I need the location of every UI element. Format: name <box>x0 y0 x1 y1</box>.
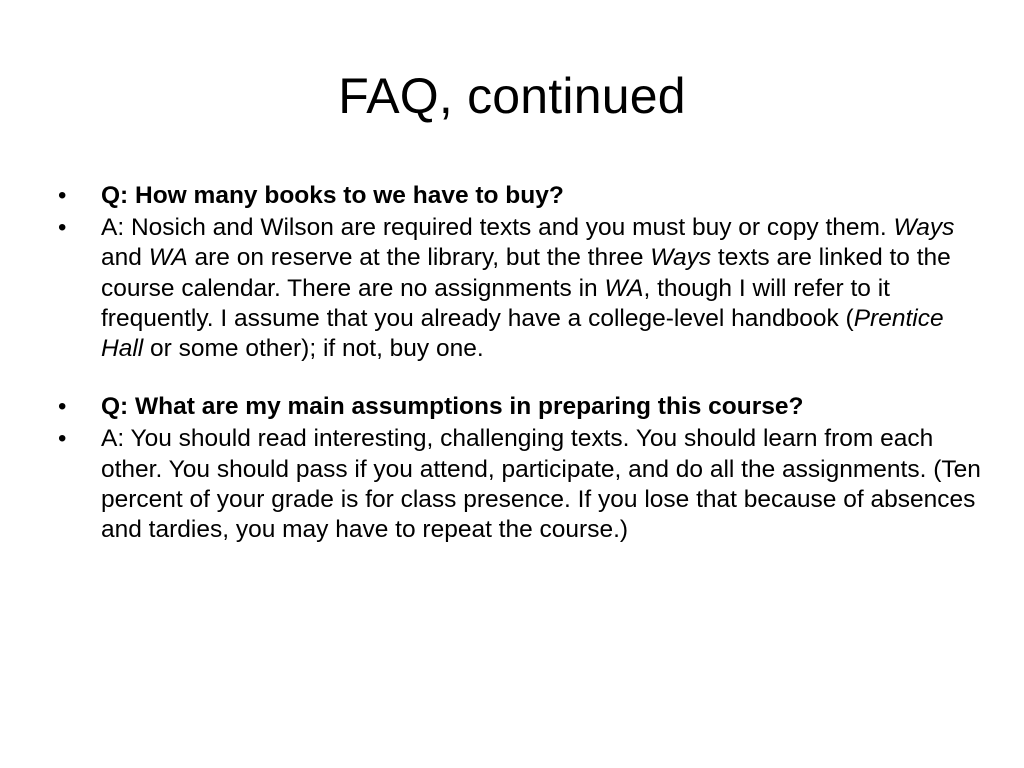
answer-text-segment: , though I will refer to it frequently. I assume that you already have a college-level handbook ( <box>101 274 890 332</box>
bullet-list <box>56 181 986 547</box>
book-title-prentice-hall: Prentice Hall <box>101 304 944 363</box>
question-text: Q: How many books to we have to buy? <box>101 182 564 209</box>
answer-text-segment: are on reserve at the library, but the three <box>187 244 651 272</box>
book-title-wa: WA <box>148 244 188 272</box>
bullet-icon: • <box>58 425 67 453</box>
question-item-books <box>56 181 986 211</box>
question-item-assumptions <box>56 392 986 422</box>
slide-title: FAQ, continued <box>338 68 686 124</box>
answer-item-books <box>56 213 986 364</box>
answer-text-segment: or some other); if not, buy one. <box>143 335 484 363</box>
book-title-ways: Ways <box>893 214 955 242</box>
answer-text-segment: and <box>101 244 149 272</box>
bullet-icon: • <box>58 393 67 421</box>
bullet-icon: • <box>58 182 67 209</box>
book-title-ways: Ways <box>650 244 712 272</box>
answer-text: A: You should read interesting, challenging texts. You should learn from each other. You should pass if you attend, participate, and do all the assignments. (Ten percent of your grade is for class presence. If you lose that because of absences and tardies, you may have to repeat the course.) <box>101 425 981 544</box>
answer-text-segment: texts are linked to the course calendar. There are no assignments in <box>101 244 951 302</box>
answer-text-segment: A: Nosich and Wilson are required texts and you must buy or copy them. <box>101 214 894 242</box>
answer-item-assumptions <box>56 424 986 545</box>
book-title-wa: WA <box>604 274 644 302</box>
answer-text <box>101 214 954 362</box>
bullet-icon: • <box>58 214 67 242</box>
question-text: Q: What are my main assumptions in preparing this course? <box>101 393 804 421</box>
